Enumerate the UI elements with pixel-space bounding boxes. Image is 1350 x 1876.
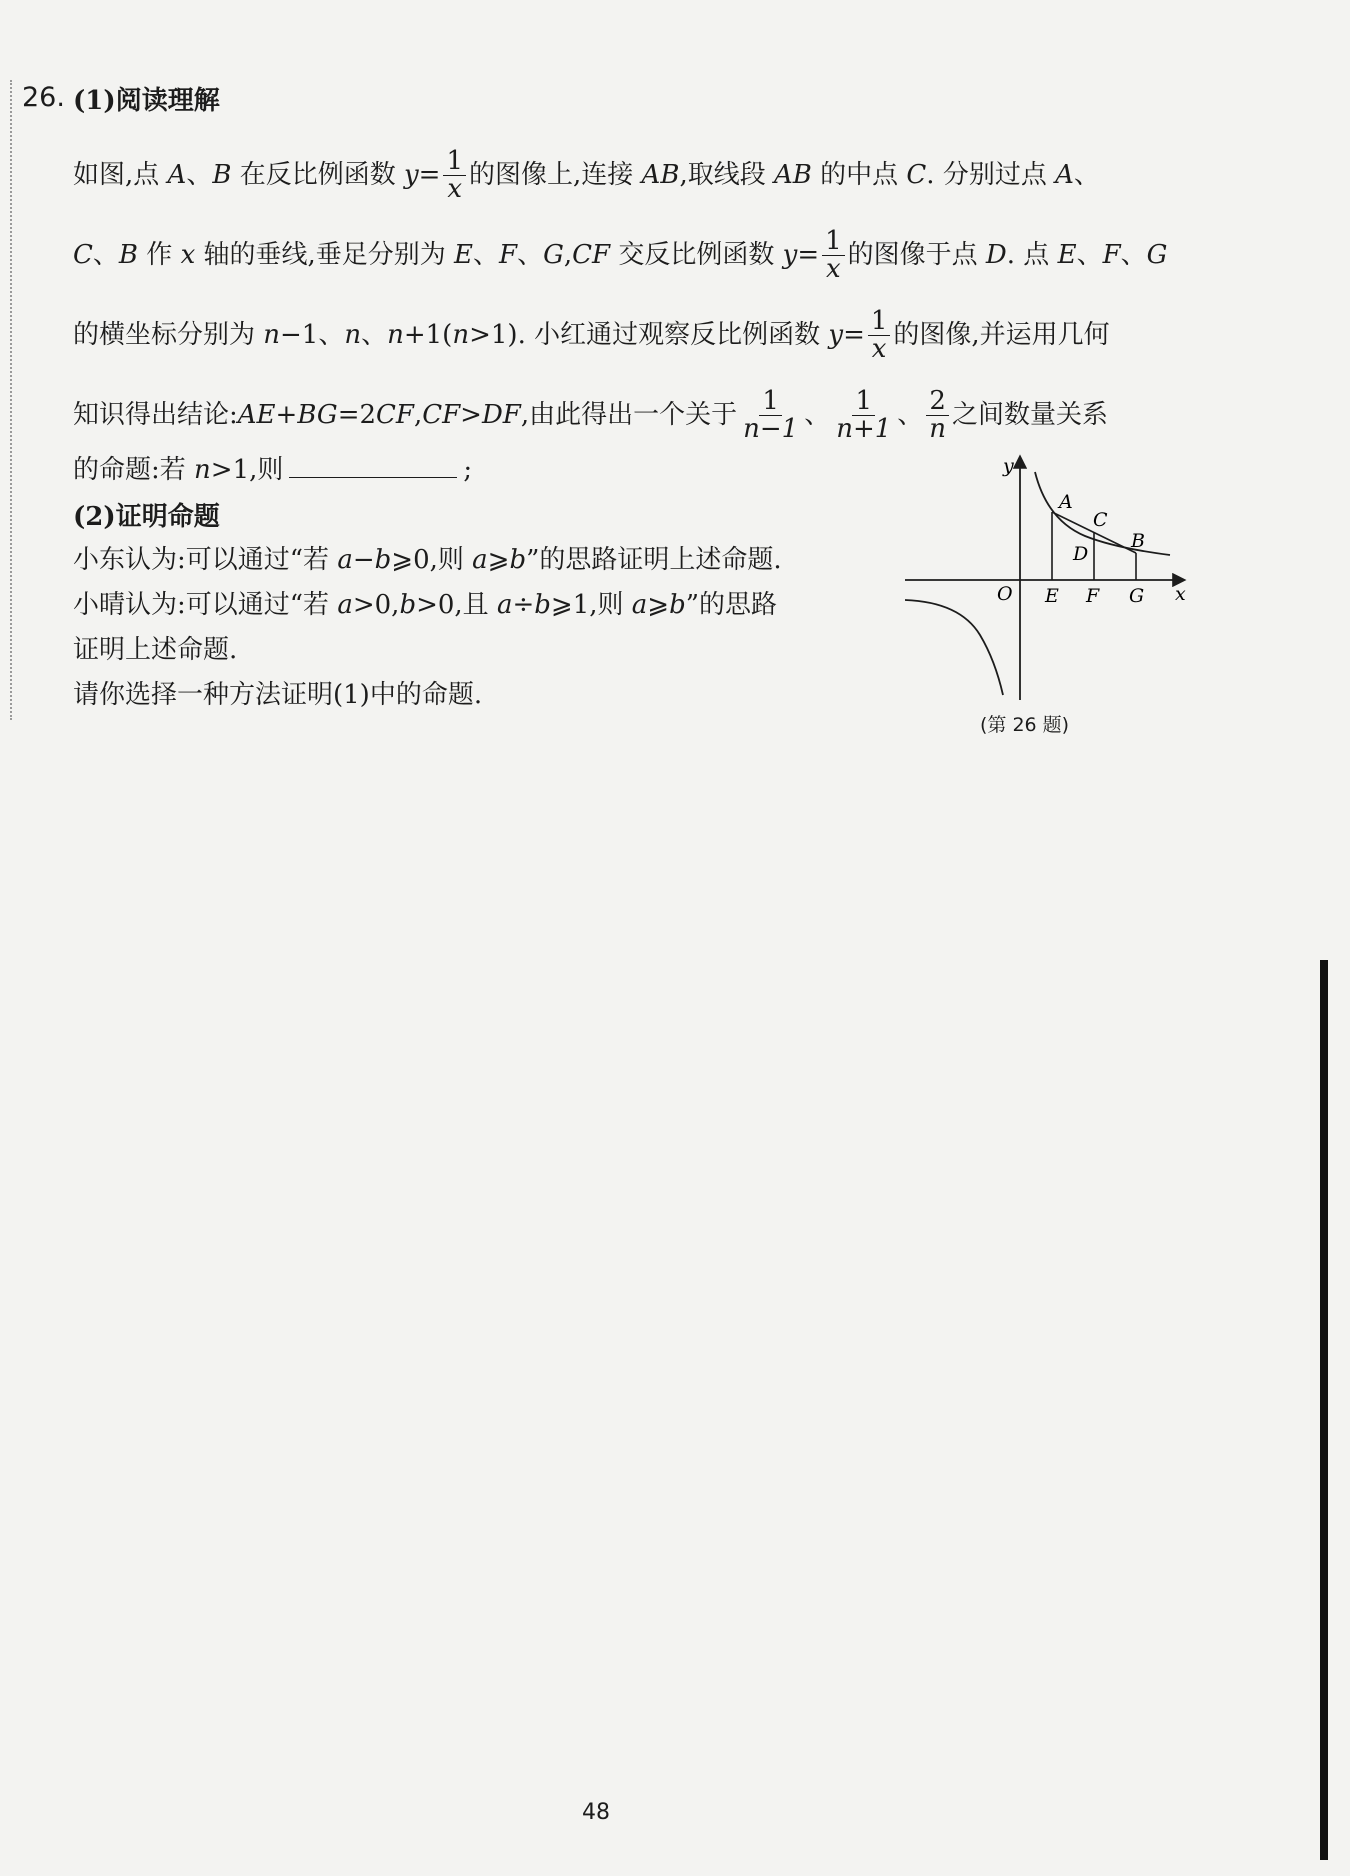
label-y: y [1003, 455, 1014, 477]
part2-line-4: 请你选择一种方法证明(1)中的命题. [73, 680, 483, 710]
problem-line-4: 知识得出结论:AE+BG=2CF,CF>DF,由此得出一个关于 $\frac{1}{n-1}$ 、 $\frac{1}{n+1}$ 、 $\frac{2}{n}$ 之间数量关系 [73, 386, 1109, 445]
figure-caption: (第 26 题) [980, 714, 1070, 736]
part2-line-2: 小晴认为:可以通过“若 a>0,b>0,且 a÷b⩾1,则 a⩾b”的思路 [73, 590, 778, 620]
answer-blank[interactable] [289, 451, 457, 478]
label-e: E [1045, 585, 1059, 607]
binding-edge-line [1320, 960, 1328, 1860]
part1-heading: (1)阅读理解 [73, 86, 220, 116]
label-x: x [1175, 583, 1186, 605]
fraction-one-over-x: $\frac{1}{x}$ [822, 228, 845, 284]
hyperbola-figure [905, 450, 1195, 705]
hyperbola-branch-left [905, 600, 1003, 695]
problem-line-5: 的命题:若 n>1,则 ; [73, 450, 472, 490]
fraction-one-over-x: $\frac{1}{x}$ [443, 148, 466, 204]
page-edge-dotted-line [10, 80, 12, 720]
problem-line-3: 的横坐标分别为 n−1、n、n+1(n>1). 小红通过观察反比例函数 y= $\frac{1}{x}$ 的图像,并运用几何 [73, 306, 1110, 365]
label-d: D [1073, 543, 1089, 565]
label-o: O [997, 583, 1013, 605]
problem-line-1: 如图,点 A、B 在反比例函数 y= $\frac{1}{x}$ 的图像上,连接 AB,取线段 AB 的中点 C. 分别过点 A、 [73, 146, 1100, 205]
label-b: B [1131, 530, 1145, 552]
part2-heading: (2)证明命题 [73, 502, 220, 532]
part2-line-1: 小东认为:可以通过“若 a−b⩾0,则 a⩾b”的思路证明上述命题. [73, 545, 782, 575]
fraction-one-over-n-minus-1: $\frac{1}{n-1}$ [743, 386, 799, 445]
label-c: C [1093, 509, 1108, 531]
label-g: G [1129, 585, 1145, 607]
fraction-one-over-n-plus-1: $\frac{1}{n+1}$ [836, 386, 892, 445]
problem-line-2: C、B 作 x 轴的垂线,垂足分别为 E、F、G,CF 交反比例函数 y= $\frac{1}{x}$ 的图像于点 D. 点 E、F、G [73, 226, 1168, 285]
part2-line-3: 证明上述命题. [73, 635, 238, 665]
label-a: A [1059, 491, 1073, 513]
page-number: 48 [582, 1800, 610, 1825]
question-number: 26. [22, 82, 65, 113]
label-f: F [1086, 585, 1100, 607]
fraction-one-over-x: $\frac{1}{x}$ [868, 308, 891, 364]
fraction-two-over-n: $\frac{2}{n}$ [926, 388, 949, 444]
